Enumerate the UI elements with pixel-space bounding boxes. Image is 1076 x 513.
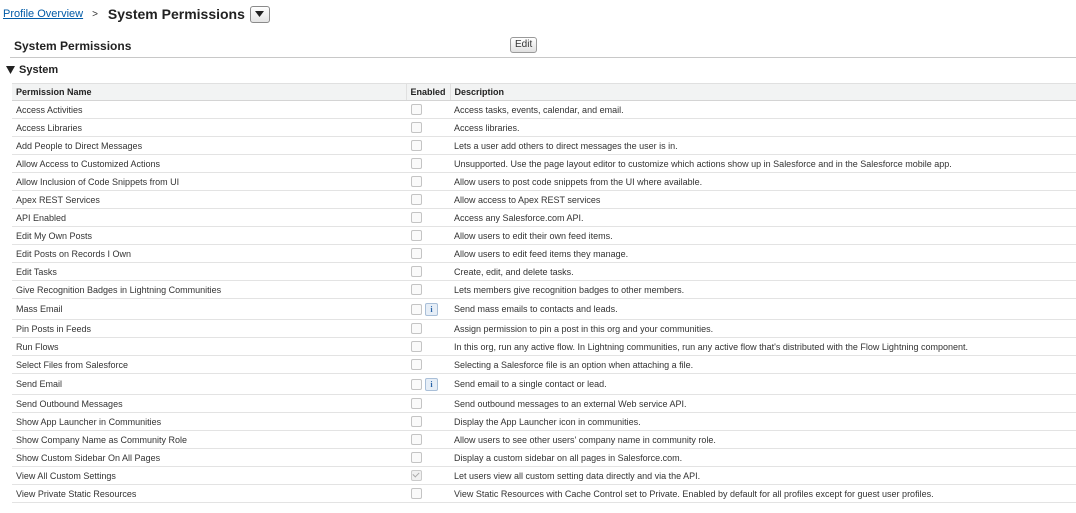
table-row xyxy=(12,299,1076,320)
info-icon[interactable]: i xyxy=(425,378,438,391)
permission-description: Allow users to edit their own feed items. xyxy=(450,227,1076,245)
table-row xyxy=(12,449,1076,467)
table-row xyxy=(12,173,1076,191)
permission-description: Let users view all custom setting data directly and via the API. xyxy=(450,467,1076,485)
enabled-checkbox xyxy=(411,341,422,352)
info-icon[interactable]: i xyxy=(425,303,438,316)
enabled-cell xyxy=(406,395,450,413)
permission-name: Pin Posts in Feeds xyxy=(12,320,406,338)
enabled-checkbox xyxy=(411,452,422,463)
page-menu-dropdown-button[interactable] xyxy=(250,6,270,23)
enabled-cell xyxy=(406,101,450,119)
permission-description: Send outbound messages to an external Web service API. xyxy=(450,395,1076,413)
enabled-cell xyxy=(406,431,450,449)
enabled-checkbox xyxy=(411,398,422,409)
enabled-cell xyxy=(406,356,450,374)
permission-name: Allow Access to Customized Actions xyxy=(12,155,406,173)
enabled-checkbox xyxy=(411,266,422,277)
permission-description: Lets a user add others to direct messages the user is in. xyxy=(450,137,1076,155)
enabled-cell xyxy=(406,299,450,320)
permission-description: Access tasks, events, calendar, and email. xyxy=(450,101,1076,119)
enabled-checkbox-checked xyxy=(411,470,422,481)
enabled-checkbox xyxy=(411,323,422,334)
table-row xyxy=(12,101,1076,119)
table-row xyxy=(12,119,1076,137)
table-row xyxy=(12,137,1076,155)
permissions-table-container xyxy=(12,83,1076,503)
enabled-cell xyxy=(406,320,450,338)
enabled-cell xyxy=(406,245,450,263)
permission-description: Access libraries. xyxy=(450,119,1076,137)
table-row xyxy=(12,263,1076,281)
chevron-down-icon xyxy=(255,11,264,17)
permission-description: Allow users to edit feed items they manage. xyxy=(450,245,1076,263)
enabled-cell xyxy=(406,281,450,299)
permission-description: Assign permission to pin a post in this org and your communities. xyxy=(450,320,1076,338)
permission-name: Apex REST Services xyxy=(12,191,406,209)
triangle-down-icon xyxy=(6,66,15,74)
table-row xyxy=(12,320,1076,338)
permission-description: Send email to a single contact or lead. xyxy=(450,374,1076,395)
permission-name: Add People to Direct Messages xyxy=(12,137,406,155)
permission-name: Mass Email xyxy=(12,299,406,320)
breadcrumb-separator: > xyxy=(92,8,98,20)
enabled-cell xyxy=(406,413,450,431)
permission-name: Edit Tasks xyxy=(12,263,406,281)
enabled-checkbox xyxy=(411,122,422,133)
enabled-checkbox xyxy=(411,284,422,295)
permission-description: In this org, run any active flow. In Lightning communities, run any active flow that's distributed with the Flow Lightning component. xyxy=(450,338,1076,356)
table-row xyxy=(12,155,1076,173)
permission-description: Create, edit, and delete tasks. xyxy=(450,263,1076,281)
enabled-cell xyxy=(406,485,450,503)
permission-description: Send mass emails to contacts and leads. xyxy=(450,299,1076,320)
enabled-checkbox xyxy=(411,230,422,241)
table-row xyxy=(12,413,1076,431)
permission-name: View All Custom Settings xyxy=(12,467,406,485)
enabled-cell xyxy=(406,155,450,173)
enabled-checkbox xyxy=(411,248,422,259)
enabled-checkbox xyxy=(411,304,422,315)
table-header-row xyxy=(12,84,1076,101)
permission-name: Access Libraries xyxy=(12,119,406,137)
subsection-toggle-system[interactable] xyxy=(6,63,58,77)
permission-name: Access Activities xyxy=(12,101,406,119)
enabled-cell xyxy=(406,173,450,191)
permission-description: Allow access to Apex REST services xyxy=(450,191,1076,209)
permission-name: Send Outbound Messages xyxy=(12,395,406,413)
subsection-title: System xyxy=(19,64,59,76)
enabled-cell xyxy=(406,338,450,356)
permission-name: Allow Inclusion of Code Snippets from UI xyxy=(12,173,406,191)
table-row xyxy=(12,356,1076,374)
enabled-cell xyxy=(406,263,450,281)
table-row xyxy=(12,395,1076,413)
edit-button[interactable]: Edit xyxy=(510,37,537,53)
enabled-checkbox xyxy=(411,104,422,115)
permission-name: Run Flows xyxy=(12,338,406,356)
column-header-permission-name: Permission Name xyxy=(12,84,406,101)
permission-name: Give Recognition Badges in Lightning Communities xyxy=(12,281,406,299)
enabled-checkbox xyxy=(411,416,422,427)
enabled-checkbox xyxy=(411,176,422,187)
enabled-cell xyxy=(406,119,450,137)
permission-name: Select Files from Salesforce xyxy=(12,356,406,374)
permission-description: Display a custom sidebar on all pages in Salesforce.com. xyxy=(450,449,1076,467)
permission-name: Send Email xyxy=(12,374,406,395)
enabled-cell xyxy=(406,209,450,227)
enabled-cell xyxy=(406,374,450,395)
permission-name: Edit My Own Posts xyxy=(12,227,406,245)
enabled-cell xyxy=(406,137,450,155)
table-row xyxy=(12,209,1076,227)
enabled-checkbox xyxy=(411,194,422,205)
table-row xyxy=(12,227,1076,245)
table-row xyxy=(12,245,1076,263)
enabled-checkbox xyxy=(411,158,422,169)
column-header-description: Description xyxy=(450,84,1076,101)
page-title: System Permissions xyxy=(107,6,245,22)
table-row xyxy=(12,467,1076,485)
enabled-cell xyxy=(406,191,450,209)
table-row xyxy=(12,338,1076,356)
breadcrumb xyxy=(3,4,270,24)
enabled-checkbox xyxy=(411,488,422,499)
section-title: System Permissions xyxy=(14,39,132,53)
enabled-cell xyxy=(406,449,450,467)
permission-name: Show Custom Sidebar On All Pages xyxy=(12,449,406,467)
enabled-checkbox xyxy=(411,379,422,390)
table-row xyxy=(12,191,1076,209)
enabled-checkbox xyxy=(411,434,422,445)
enabled-cell xyxy=(406,227,450,245)
table-row xyxy=(12,485,1076,503)
permission-description: Unsupported. Use the page layout editor to customize which actions show up in Salesforce and in the Salesforce mobile app. xyxy=(450,155,1076,173)
enabled-cell xyxy=(406,467,450,485)
enabled-checkbox xyxy=(411,140,422,151)
table-row xyxy=(12,281,1076,299)
table-row xyxy=(12,374,1076,395)
enabled-checkbox xyxy=(411,359,422,370)
permission-name: View Private Static Resources xyxy=(12,485,406,503)
permission-description: Display the App Launcher icon in communities. xyxy=(450,413,1076,431)
permission-description: Allow users to post code snippets from the UI where available. xyxy=(450,173,1076,191)
table-row xyxy=(12,431,1076,449)
permission-description: Access any Salesforce.com API. xyxy=(450,209,1076,227)
permission-description: View Static Resources with Cache Control set to Private. Enabled by default for all profiles except for guest user profiles. xyxy=(450,485,1076,503)
permission-description: Allow users to see other users' company name in community role. xyxy=(450,431,1076,449)
column-header-enabled: Enabled xyxy=(406,84,450,101)
permission-name: API Enabled xyxy=(12,209,406,227)
breadcrumb-link-profile-overview[interactable]: Profile Overview xyxy=(3,8,84,20)
permission-name: Show Company Name as Community Role xyxy=(12,431,406,449)
enabled-checkbox xyxy=(411,212,422,223)
permission-description: Lets members give recognition badges to other members. xyxy=(450,281,1076,299)
permission-name: Show App Launcher in Communities xyxy=(12,413,406,431)
section-header xyxy=(10,36,1076,58)
permission-name: Edit Posts on Records I Own xyxy=(12,245,406,263)
permission-description: Selecting a Salesforce file is an option when attaching a file. xyxy=(450,356,1076,374)
permissions-table xyxy=(12,83,1076,503)
